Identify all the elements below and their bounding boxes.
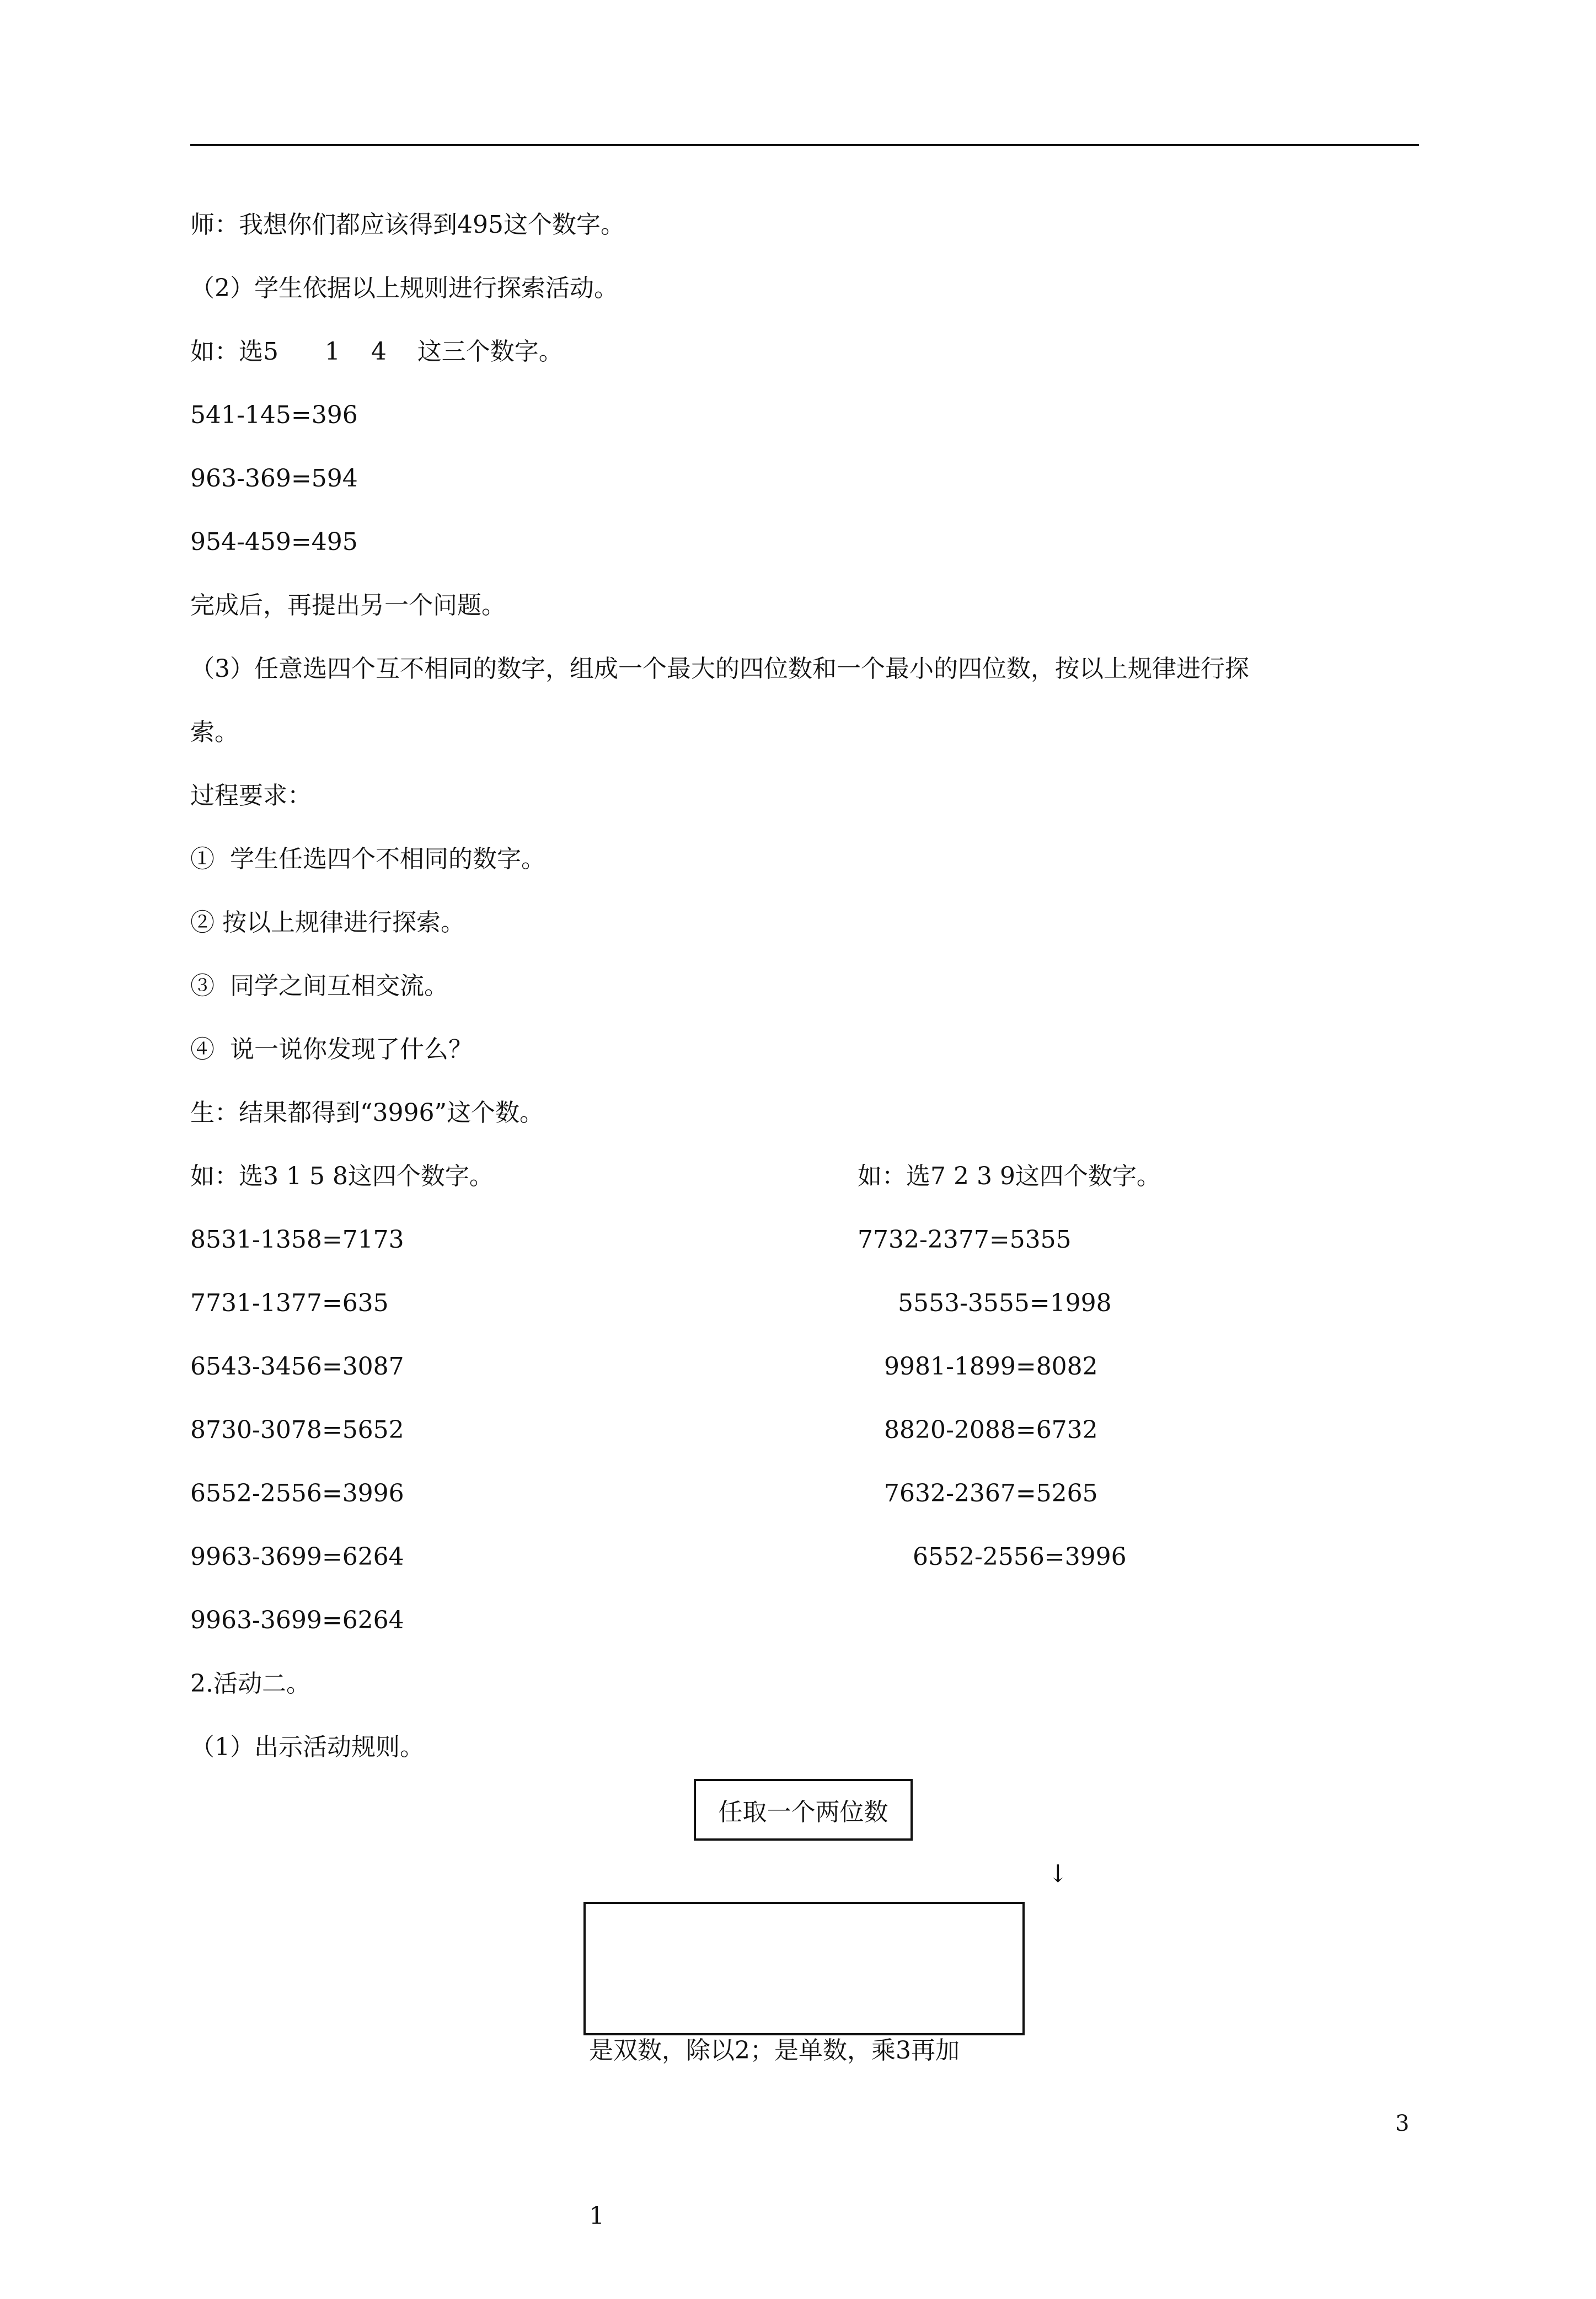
body-line: 生：结果都得到“3996”这个数。 [190,1099,544,1127]
flow-box-rule [583,1902,1025,2230]
equation: 541-145=396 [190,401,358,429]
body-line: 索。 [190,718,239,746]
equation: 954-459=495 [190,528,358,556]
body-line: （2）学生依据以上规则进行探索活动。 [190,274,618,302]
header-rule [190,144,1419,146]
list-item: ① 学生任选四个不相同的数字。 [190,845,545,873]
list-item: ③ 同学之间互相交流。 [190,972,448,1000]
right-column-heading: 如：选7 2 3 9这四个数字。 [858,1162,1161,1190]
left-equation: 9963-3699=6264 [190,1543,404,1571]
right-equation: 5553-3555=1998 [898,1289,1112,1317]
flow-box-rule-line: 是双数，除以2；是单数，乘3再加 [589,2036,960,2065]
flow-box-rule-line: 1 [589,2202,604,2230]
section-label: 过程要求： [190,782,312,810]
flow-box-start-label: 任取一个两位数 [718,1798,888,1826]
activity-rule: （1）出示活动规则。 [190,1733,424,1761]
right-equation: 6552-2556=3996 [913,1543,1127,1571]
left-equation: 8531-1358=7173 [190,1226,404,1254]
left-equation: 7731-1377=635 [190,1289,389,1317]
activity-heading: 2.活动二。 [190,1670,310,1698]
equation: 963-369=594 [190,464,358,493]
flow-box-start [694,1779,913,1841]
left-equation: 9963-3699=6264 [190,1606,404,1634]
right-equation: 7732-2377=5355 [858,1226,1072,1254]
body-line: 完成后，再提出另一个问题。 [190,591,506,619]
right-equation: 7632-2367=5265 [884,1479,1098,1507]
left-equation: 6543-3456=3087 [190,1352,404,1381]
body-line: 师：我想你们都应该得到495这个数字。 [190,211,625,239]
list-item: ② 按以上规律进行探索。 [190,908,465,937]
page-number: 3 [1395,2111,1410,2136]
right-equation: 9981-1899=8082 [884,1352,1098,1381]
body-line: 如：选5 1 4 这三个数字。 [190,338,563,366]
list-item: ④ 说一说你发现了什么？ [190,1035,473,1063]
right-equation: 8820-2088=6732 [884,1416,1098,1444]
down-arrow-icon: ↓ [1048,1860,1068,1888]
left-equation: 8730-3078=5652 [190,1416,404,1444]
body-line: （3）任意选四个互不相同的数字，组成一个最大的四位数和一个最小的四位数，按以上规律进行探 [190,655,1249,683]
left-column-heading: 如：选3 1 5 8这四个数字。 [190,1162,494,1190]
left-equation: 6552-2556=3996 [190,1479,404,1507]
